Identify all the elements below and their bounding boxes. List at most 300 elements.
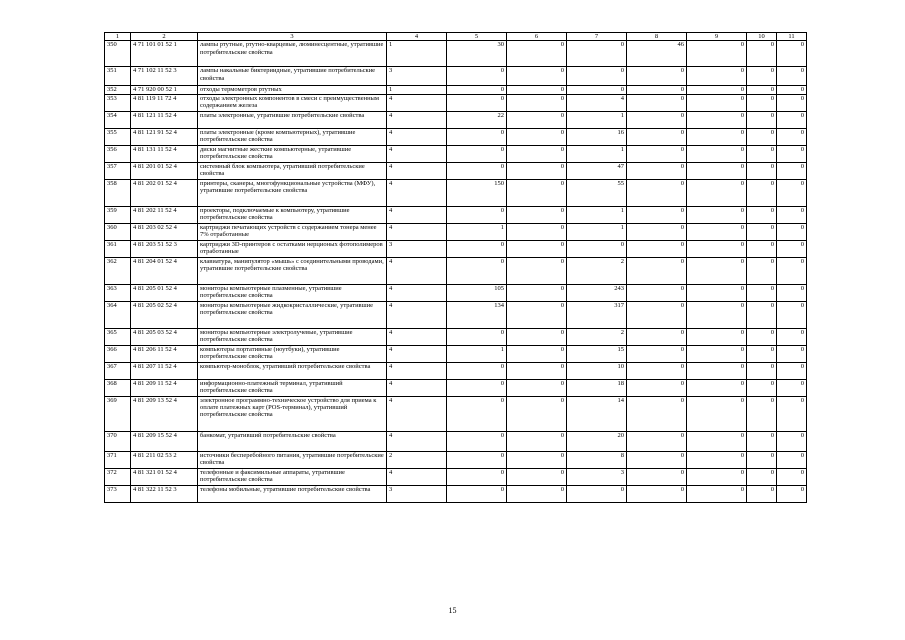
value-col-6: 0 — [507, 468, 567, 485]
column-header-9: 9 — [687, 33, 747, 41]
hazard-class: 4 — [387, 179, 447, 206]
value-col-6: 0 — [507, 431, 567, 451]
value-col-7: 10 — [567, 362, 627, 379]
value-col-9: 0 — [687, 179, 747, 206]
value-col-8: 0 — [627, 145, 687, 162]
value-col-10: 0 — [747, 362, 777, 379]
waste-code: 4 81 203 02 52 4 — [131, 223, 198, 240]
waste-name: отходы электронных компонентов в смеси с преимущественным содержанием железа — [198, 94, 387, 111]
waste-name: принтеры, сканеры, многофункциональные устройства (МФУ), утратившие потребительские свойства — [198, 179, 387, 206]
value-col-7: 4 — [567, 94, 627, 111]
value-col-9: 0 — [687, 128, 747, 145]
value-col-10: 0 — [747, 345, 777, 362]
row-number: 371 — [105, 451, 131, 468]
value-col-8: 0 — [627, 179, 687, 206]
table-row — [105, 328, 807, 345]
waste-name: картриджи печатающих устройств с содержанием тонера менее 7% отработанные — [198, 223, 387, 240]
table-row — [105, 284, 807, 301]
value-col-7: 1 — [567, 206, 627, 223]
value-col-8: 0 — [627, 328, 687, 345]
waste-name: электронное программно-техническое устройство для приема к оплате платежных карт (POS-терминал), утративший потребительские свойства — [198, 396, 387, 431]
waste-code: 4 81 207 11 52 4 — [131, 362, 198, 379]
value-col-9: 0 — [687, 362, 747, 379]
waste-code: 4 81 322 11 52 3 — [131, 485, 198, 502]
column-header-2: 2 — [131, 33, 198, 41]
value-col-9: 0 — [687, 451, 747, 468]
value-col-8: 0 — [627, 468, 687, 485]
value-col-11: 0 — [777, 257, 807, 284]
waste-name: компьютер-моноблок, утративший потребительские свойства — [198, 362, 387, 379]
row-number: 352 — [105, 86, 131, 94]
value-col-5: 22 — [447, 111, 507, 128]
row-number: 372 — [105, 468, 131, 485]
value-col-8: 0 — [627, 94, 687, 111]
waste-name: отходы термометров ртутных — [198, 86, 387, 94]
value-col-5: 1 — [447, 223, 507, 240]
value-col-10: 0 — [747, 431, 777, 451]
value-col-6: 0 — [507, 362, 567, 379]
value-col-8: 0 — [627, 240, 687, 257]
value-col-11: 0 — [777, 396, 807, 431]
waste-name: клавиатура, манипулятор «мышь» с соединительными проводами, утратившие потребительские свойства — [198, 257, 387, 284]
value-col-8: 0 — [627, 396, 687, 431]
page-number: 15 — [448, 606, 457, 615]
waste-code: 4 81 211 02 53 2 — [131, 451, 198, 468]
waste-code: 4 81 209 13 52 4 — [131, 396, 198, 431]
waste-name: мониторы компьютерные электролучевые, утратившие потребительские свойства — [198, 328, 387, 345]
value-col-10: 0 — [747, 468, 777, 485]
value-col-5: 0 — [447, 86, 507, 94]
table-row — [105, 94, 807, 111]
value-col-8: 0 — [627, 431, 687, 451]
hazard-class: 2 — [387, 451, 447, 468]
hazard-class: 4 — [387, 111, 447, 128]
value-col-7: 0 — [567, 67, 627, 86]
waste-code: 4 71 102 11 52 3 — [131, 67, 198, 86]
row-number: 373 — [105, 485, 131, 502]
row-number: 350 — [105, 41, 131, 67]
value-col-11: 0 — [777, 111, 807, 128]
table-row — [105, 128, 807, 145]
row-number: 353 — [105, 94, 131, 111]
value-col-10: 0 — [747, 485, 777, 502]
value-col-5: 0 — [447, 362, 507, 379]
value-col-9: 0 — [687, 345, 747, 362]
value-col-9: 0 — [687, 111, 747, 128]
waste-name: телефоны мобильные, утратившие потребительские свойства — [198, 485, 387, 502]
value-col-9: 0 — [687, 431, 747, 451]
waste-name: лампы ртутные, ртутно-кварцевые, люминесцентные, утратившие потребительские свойства — [198, 41, 387, 67]
hazard-class: 4 — [387, 145, 447, 162]
value-col-9: 0 — [687, 328, 747, 345]
value-col-7: 15 — [567, 345, 627, 362]
hazard-class: 4 — [387, 206, 447, 223]
hazard-class: 4 — [387, 257, 447, 284]
value-col-10: 0 — [747, 145, 777, 162]
table-body — [105, 33, 807, 503]
value-col-8: 0 — [627, 223, 687, 240]
value-col-7: 16 — [567, 128, 627, 145]
value-col-9: 0 — [687, 301, 747, 328]
waste-code: 4 81 205 01 52 4 — [131, 284, 198, 301]
table-row — [105, 431, 807, 451]
value-col-11: 0 — [777, 41, 807, 67]
waste-code: 4 81 121 11 52 4 — [131, 111, 198, 128]
value-col-10: 0 — [747, 223, 777, 240]
column-header-5: 5 — [447, 33, 507, 41]
value-col-5: 0 — [447, 431, 507, 451]
row-number: 354 — [105, 111, 131, 128]
table-row — [105, 41, 807, 67]
value-col-10: 0 — [747, 111, 777, 128]
waste-code: 4 81 119 11 72 4 — [131, 94, 198, 111]
waste-code: 4 81 321 01 52 4 — [131, 468, 198, 485]
value-col-7: 1 — [567, 223, 627, 240]
hazard-class: 3 — [387, 240, 447, 257]
value-col-6: 0 — [507, 257, 567, 284]
value-col-11: 0 — [777, 179, 807, 206]
value-col-7: 18 — [567, 379, 627, 396]
value-col-5: 1 — [447, 345, 507, 362]
waste-name: мониторы компьютерные плазменные, утратившие потребительские свойства — [198, 284, 387, 301]
hazard-class: 4 — [387, 162, 447, 179]
value-col-7: 2 — [567, 257, 627, 284]
value-col-10: 0 — [747, 257, 777, 284]
waste-code: 4 81 209 15 52 4 — [131, 431, 198, 451]
waste-code: 4 81 206 11 52 4 — [131, 345, 198, 362]
hazard-class: 4 — [387, 379, 447, 396]
value-col-5: 150 — [447, 179, 507, 206]
table-row — [105, 451, 807, 468]
table-row — [105, 468, 807, 485]
value-col-9: 0 — [687, 94, 747, 111]
waste-name: картриджи 3D-принтеров с остатками нерционых фотополимеров отработанные — [198, 240, 387, 257]
value-col-11: 0 — [777, 379, 807, 396]
value-col-5: 0 — [447, 94, 507, 111]
column-header-10: 10 — [747, 33, 777, 41]
value-col-8: 0 — [627, 301, 687, 328]
waste-code: 4 81 204 01 52 4 — [131, 257, 198, 284]
value-col-6: 0 — [507, 240, 567, 257]
waste-name: диски магнитные жесткие компьютерные, утратившие потребительские свойства — [198, 145, 387, 162]
value-col-5: 0 — [447, 451, 507, 468]
hazard-class: 4 — [387, 223, 447, 240]
table-row — [105, 379, 807, 396]
column-header-7: 7 — [567, 33, 627, 41]
row-number: 365 — [105, 328, 131, 345]
waste-name: компьютеры портативные (ноутбуки), утратившие потребительские свойства — [198, 345, 387, 362]
hazard-class: 4 — [387, 362, 447, 379]
value-col-6: 0 — [507, 396, 567, 431]
waste-code: 4 71 920 00 52 1 — [131, 86, 198, 94]
value-col-10: 0 — [747, 86, 777, 94]
value-col-11: 0 — [777, 485, 807, 502]
row-number: 358 — [105, 179, 131, 206]
hazard-class: 1 — [387, 86, 447, 94]
value-col-10: 0 — [747, 451, 777, 468]
waste-code: 4 81 202 01 52 4 — [131, 179, 198, 206]
value-col-6: 0 — [507, 206, 567, 223]
value-col-11: 0 — [777, 94, 807, 111]
value-col-9: 0 — [687, 396, 747, 431]
value-col-10: 0 — [747, 240, 777, 257]
value-col-10: 0 — [747, 179, 777, 206]
table-row — [105, 240, 807, 257]
row-number: 360 — [105, 223, 131, 240]
waste-code: 4 71 101 01 52 1 — [131, 41, 198, 67]
hazard-class: 4 — [387, 128, 447, 145]
value-col-9: 0 — [687, 206, 747, 223]
value-col-7: 2 — [567, 328, 627, 345]
value-col-9: 0 — [687, 41, 747, 67]
value-col-9: 0 — [687, 468, 747, 485]
value-col-8: 0 — [627, 345, 687, 362]
hazard-class: 4 — [387, 468, 447, 485]
hazard-class: 1 — [387, 41, 447, 67]
value-col-5: 0 — [447, 468, 507, 485]
waste-name: платы электронные (кроме компьютерных), утратившие потребительские свойства — [198, 128, 387, 145]
value-col-6: 0 — [507, 284, 567, 301]
value-col-8: 46 — [627, 41, 687, 67]
table-row — [105, 145, 807, 162]
value-col-6: 0 — [507, 86, 567, 94]
value-col-11: 0 — [777, 206, 807, 223]
table-row — [105, 396, 807, 431]
row-number: 357 — [105, 162, 131, 179]
value-col-6: 0 — [507, 179, 567, 206]
value-col-10: 0 — [747, 94, 777, 111]
value-col-9: 0 — [687, 379, 747, 396]
row-number: 355 — [105, 128, 131, 145]
table-row — [105, 223, 807, 240]
value-col-6: 0 — [507, 301, 567, 328]
column-header-1: 1 — [105, 33, 131, 41]
value-col-7: 8 — [567, 451, 627, 468]
value-col-5: 0 — [447, 328, 507, 345]
value-col-9: 0 — [687, 240, 747, 257]
row-number: 363 — [105, 284, 131, 301]
value-col-7: 14 — [567, 396, 627, 431]
row-number: 359 — [105, 206, 131, 223]
waste-name: лампы накальные биктериидные, утратившие потребительские свойства — [198, 67, 387, 86]
waste-code: 4 81 121 91 52 4 — [131, 128, 198, 145]
value-col-10: 0 — [747, 396, 777, 431]
value-col-6: 0 — [507, 111, 567, 128]
value-col-5: 0 — [447, 485, 507, 502]
value-col-10: 0 — [747, 379, 777, 396]
row-number: 370 — [105, 431, 131, 451]
value-col-10: 0 — [747, 284, 777, 301]
value-col-7: 0 — [567, 485, 627, 502]
value-col-5: 0 — [447, 128, 507, 145]
waste-code: 4 81 131 11 52 4 — [131, 145, 198, 162]
value-col-6: 0 — [507, 451, 567, 468]
value-col-9: 0 — [687, 257, 747, 284]
value-col-5: 0 — [447, 162, 507, 179]
value-col-11: 0 — [777, 328, 807, 345]
row-number: 368 — [105, 379, 131, 396]
table-row — [105, 86, 807, 94]
value-col-7: 0 — [567, 41, 627, 67]
value-col-6: 0 — [507, 485, 567, 502]
value-col-5: 0 — [447, 67, 507, 86]
table-row — [105, 345, 807, 362]
value-col-7: 1 — [567, 111, 627, 128]
table-row — [105, 362, 807, 379]
value-col-7: 47 — [567, 162, 627, 179]
value-col-8: 0 — [627, 257, 687, 284]
value-col-6: 0 — [507, 41, 567, 67]
value-col-8: 0 — [627, 162, 687, 179]
value-col-8: 0 — [627, 284, 687, 301]
waste-name: информационно-платежный терминал, утративший потребительские свойства — [198, 379, 387, 396]
row-number: 366 — [105, 345, 131, 362]
value-col-5: 0 — [447, 240, 507, 257]
value-col-6: 0 — [507, 145, 567, 162]
waste-name: мониторы компьютерные жидкокристаллические, утратившие потребительские свойства — [198, 301, 387, 328]
row-number: 356 — [105, 145, 131, 162]
hazard-class: 4 — [387, 284, 447, 301]
waste-code: 4 81 205 03 52 4 — [131, 328, 198, 345]
value-col-5: 0 — [447, 379, 507, 396]
value-col-6: 0 — [507, 67, 567, 86]
column-header-4: 4 — [387, 33, 447, 41]
waste-data-table — [104, 32, 807, 503]
value-col-7: 0 — [567, 86, 627, 94]
row-number: 364 — [105, 301, 131, 328]
value-col-6: 0 — [507, 94, 567, 111]
value-col-8: 0 — [627, 128, 687, 145]
value-col-8: 0 — [627, 111, 687, 128]
value-col-11: 0 — [777, 362, 807, 379]
row-number: 367 — [105, 362, 131, 379]
value-col-6: 0 — [507, 345, 567, 362]
value-col-11: 0 — [777, 86, 807, 94]
waste-name: банкомат, утративший потребительские свойства — [198, 431, 387, 451]
hazard-class: 4 — [387, 345, 447, 362]
value-col-11: 0 — [777, 67, 807, 86]
value-col-11: 0 — [777, 431, 807, 451]
value-col-11: 0 — [777, 162, 807, 179]
value-col-10: 0 — [747, 162, 777, 179]
value-col-10: 0 — [747, 41, 777, 67]
value-col-7: 1 — [567, 145, 627, 162]
column-header-6: 6 — [507, 33, 567, 41]
value-col-9: 0 — [687, 162, 747, 179]
value-col-6: 0 — [507, 223, 567, 240]
value-col-11: 0 — [777, 240, 807, 257]
value-col-11: 0 — [777, 451, 807, 468]
table-row — [105, 206, 807, 223]
value-col-9: 0 — [687, 485, 747, 502]
hazard-class: 4 — [387, 94, 447, 111]
value-col-8: 0 — [627, 86, 687, 94]
waste-code: 4 81 209 11 52 4 — [131, 379, 198, 396]
value-col-10: 0 — [747, 206, 777, 223]
waste-name: телефонные и факсимильные аппараты, утратившие потребительские свойства — [198, 468, 387, 485]
value-col-9: 0 — [687, 223, 747, 240]
column-header-11: 11 — [777, 33, 807, 41]
value-col-5: 0 — [447, 145, 507, 162]
hazard-class: 4 — [387, 328, 447, 345]
table-row — [105, 179, 807, 206]
row-number: 362 — [105, 257, 131, 284]
column-number-header-row — [105, 33, 807, 41]
value-col-6: 0 — [507, 379, 567, 396]
value-col-6: 0 — [507, 128, 567, 145]
row-number: 361 — [105, 240, 131, 257]
value-col-11: 0 — [777, 345, 807, 362]
table-row — [105, 257, 807, 284]
column-header-8: 8 — [627, 33, 687, 41]
value-col-8: 0 — [627, 451, 687, 468]
column-header-3: 3 — [198, 33, 387, 41]
hazard-class: 4 — [387, 301, 447, 328]
value-col-10: 0 — [747, 67, 777, 86]
value-col-7: 243 — [567, 284, 627, 301]
table-row — [105, 111, 807, 128]
waste-code: 4 81 201 01 52 4 — [131, 162, 198, 179]
waste-name: проекторы, подключаемые к компьютеру, утратившие потребительские свойства — [198, 206, 387, 223]
value-col-9: 0 — [687, 284, 747, 301]
value-col-10: 0 — [747, 128, 777, 145]
hazard-class: 4 — [387, 431, 447, 451]
value-col-11: 0 — [777, 284, 807, 301]
table-row — [105, 301, 807, 328]
row-number: 351 — [105, 67, 131, 86]
value-col-8: 0 — [627, 67, 687, 86]
value-col-8: 0 — [627, 206, 687, 223]
value-col-5: 0 — [447, 396, 507, 431]
value-col-8: 0 — [627, 485, 687, 502]
value-col-5: 105 — [447, 284, 507, 301]
waste-code: 4 81 202 11 52 4 — [131, 206, 198, 223]
value-col-7: 55 — [567, 179, 627, 206]
waste-name: системный блок компьютера, утративший потребительские свойства — [198, 162, 387, 179]
value-col-5: 134 — [447, 301, 507, 328]
hazard-class: 3 — [387, 67, 447, 86]
hazard-class: 4 — [387, 396, 447, 431]
value-col-9: 0 — [687, 67, 747, 86]
table-row — [105, 162, 807, 179]
value-col-11: 0 — [777, 128, 807, 145]
waste-name: платы электронные, утратившие потребительские свойства — [198, 111, 387, 128]
value-col-6: 0 — [507, 328, 567, 345]
value-col-5: 30 — [447, 41, 507, 67]
waste-code: 4 81 205 02 52 4 — [131, 301, 198, 328]
value-col-10: 0 — [747, 328, 777, 345]
value-col-11: 0 — [777, 223, 807, 240]
value-col-9: 0 — [687, 86, 747, 94]
value-col-6: 0 — [507, 162, 567, 179]
value-col-7: 20 — [567, 431, 627, 451]
value-col-10: 0 — [747, 301, 777, 328]
table-row — [105, 67, 807, 86]
table-row — [105, 485, 807, 502]
value-col-11: 0 — [777, 301, 807, 328]
value-col-8: 0 — [627, 379, 687, 396]
row-number: 369 — [105, 396, 131, 431]
waste-name: источники бесперебойного питания, утратившие потребительские свойства — [198, 451, 387, 468]
value-col-8: 0 — [627, 362, 687, 379]
value-col-9: 0 — [687, 145, 747, 162]
value-col-11: 0 — [777, 468, 807, 485]
hazard-class: 3 — [387, 485, 447, 502]
value-col-7: 3 — [567, 468, 627, 485]
value-col-5: 0 — [447, 257, 507, 284]
value-col-11: 0 — [777, 145, 807, 162]
value-col-7: 0 — [567, 240, 627, 257]
